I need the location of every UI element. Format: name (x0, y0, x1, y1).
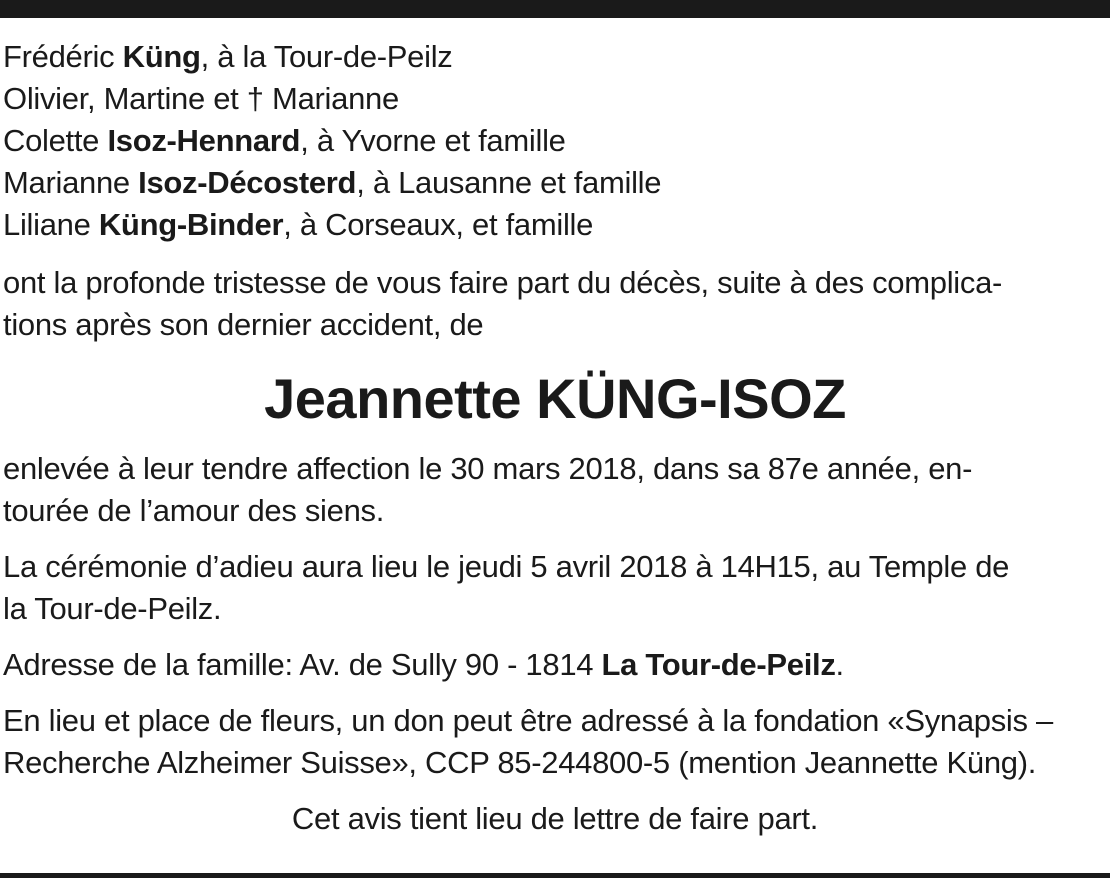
family-member: Olivier, Martine et † Marianne (3, 81, 399, 116)
address-paragraph: Adresse de la famille: Av. de Sully 90 - 1814 La Tour-de-Peilz. (3, 647, 844, 682)
death-paragraph: enlevée à leur tendre affection le 30 mars 2018, dans sa 87e année, en- tourée de l’amour des siens. (3, 451, 973, 528)
top-border-rule (0, 0, 1110, 18)
family-surname: Isoz-Hennard (107, 123, 301, 158)
bottom-border-rule (0, 873, 1110, 878)
donation-paragraph: En lieu et place de fleurs, un don peut être adressé à la fondation «Synapsis – Recherche Alzheimer Suisse», CCP 85-244800-5 (mention Jeannette Küng). (3, 703, 1053, 780)
address-town: La Tour-de-Peilz (601, 647, 836, 682)
family-member: Marianne Isoz-Décosterd, à Lausanne et famille (3, 165, 662, 200)
family-member: Colette Isoz-Hennard, à Yvorne et famille (3, 123, 566, 158)
family-surname: Isoz-Décosterd (138, 165, 357, 200)
notice-body (3, 36, 1107, 840)
family-member: Liliane Küng-Binder, à Corseaux, et famille (3, 207, 594, 242)
family-surname: Küng-Binder (98, 207, 284, 242)
family-member: Frédéric Küng, à la Tour-de-Peilz (3, 39, 453, 74)
closing-line: Cet avis tient lieu de lettre de faire part. (291, 801, 819, 836)
family-surname: Küng (122, 39, 201, 74)
announcement-paragraph: ont la profonde tristesse de vous faire part du décès, suite à des complica- tions après son dernier accident, de (3, 265, 1003, 342)
deceased-name: Jeannette KÜNG-ISOZ (264, 367, 846, 430)
ceremony-paragraph: La cérémonie d’adieu aura lieu le jeudi 5 avril 2018 à 14H15, au Temple de la Tour-de-Peilz. (3, 549, 1010, 626)
family-list (3, 36, 1107, 246)
